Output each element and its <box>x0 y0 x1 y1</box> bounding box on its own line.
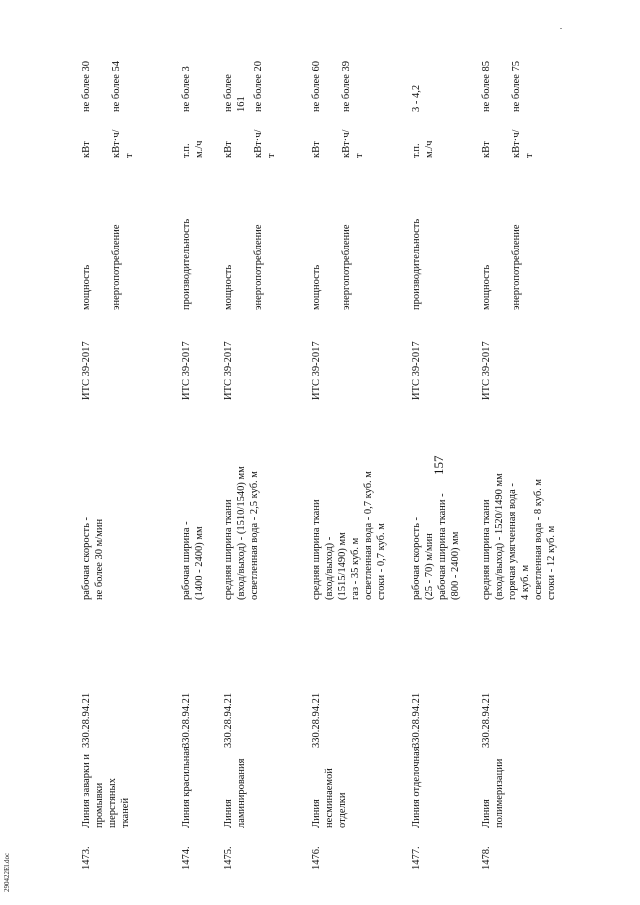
indicator-unit <box>110 108 136 158</box>
characteristics <box>222 400 261 600</box>
indicator-unit-line: кВт <box>481 141 492 158</box>
indicator-value-line: 161 <box>236 96 247 112</box>
characteristics <box>480 400 558 600</box>
indicator-unit <box>310 108 323 158</box>
characteristics-line: рабочая ширина ткани - <box>437 493 448 600</box>
equipment-name-line: полимеризации <box>494 758 505 828</box>
indicator-value <box>340 20 353 112</box>
equipment-name-line: Линия отделочная <box>411 746 422 828</box>
equipment-name-line: Линия заварки и <box>81 754 92 828</box>
indicator-unit-line: кВт <box>311 141 322 158</box>
indicator-value-line: не более 39 <box>341 60 352 112</box>
indicator-unit-line: кВт <box>223 141 234 158</box>
row-number-line: 1473. <box>81 846 92 870</box>
characteristics-line: средняя ширина ткани <box>481 499 492 600</box>
indicator-unit <box>480 108 493 158</box>
its-reference-line: ИТС 39-2017 <box>481 341 492 400</box>
its-reference <box>410 320 423 400</box>
indicator-value-line: не более <box>223 74 234 112</box>
equipment-name <box>410 746 423 828</box>
okpd-code-line: 330.28.94.21 <box>223 692 234 748</box>
okpd-code <box>410 658 423 748</box>
equipment-name <box>80 750 132 828</box>
equipment-name <box>222 750 248 828</box>
equipment-name-line: ламинирования <box>236 758 247 828</box>
its-reference <box>180 320 193 400</box>
row-number-line: 1478. <box>481 846 492 870</box>
okpd-code <box>180 658 193 748</box>
characteristics-line: не более 30 м/мин <box>94 518 105 600</box>
indicator-unit <box>80 108 93 158</box>
indicator-value-line: не более 75 <box>511 60 522 112</box>
okpd-code-line: 330.28.94.21 <box>481 692 492 748</box>
row-number <box>410 830 423 870</box>
indicator-name-line: энергопотребление <box>511 224 522 310</box>
okpd-code-line: 330.28.94.21 <box>411 692 422 748</box>
indicator-value <box>222 20 248 112</box>
okpd-code <box>80 658 93 748</box>
indicator-unit-line: т.п. <box>411 143 422 158</box>
equipment-name-line: отделки <box>337 792 348 828</box>
indicator-unit-line: кВт·ч/ <box>511 129 522 158</box>
page-number: 157 <box>431 455 446 475</box>
indicator-value <box>510 20 523 112</box>
indicator-value-line: не более 60 <box>311 60 322 112</box>
characteristics <box>410 400 462 600</box>
indicator-name-line: энергопотребление <box>341 224 352 310</box>
indicator-value-line: 3 - 4,2 <box>411 84 422 112</box>
indicator-value-line: не более 85 <box>481 60 492 112</box>
indicator-name-line: энергопотребление <box>253 224 264 310</box>
its-reference-line: ИТС 39-2017 <box>411 341 422 400</box>
equipment-name-line: Линия <box>311 799 322 828</box>
equipment-name-line: тканей <box>120 797 131 828</box>
characteristics-line: осветленная вода - 8 куб. м <box>533 478 544 600</box>
okpd-code-line: 330.28.94.21 <box>311 692 322 748</box>
its-reference-line: ИТС 39-2017 <box>181 341 192 400</box>
its-reference-line: ИТС 39-2017 <box>311 341 322 400</box>
indicator-value <box>80 20 93 112</box>
indicator-name-line: производительность <box>181 218 192 310</box>
indicator-unit <box>410 108 436 158</box>
indicator-unit <box>180 108 206 158</box>
characteristics-line: осветленная вода - 2,5 куб. м <box>249 471 260 600</box>
equipment-name-line: шерстяных <box>107 778 118 828</box>
characteristics-line: (800 - 2400) мм <box>450 531 461 600</box>
characteristics-line: 4 куб. м <box>520 564 531 600</box>
row-number <box>222 830 235 870</box>
row-number-line: 1477. <box>411 846 422 870</box>
indicator-value <box>252 20 265 112</box>
indicator-name-line: энергопотребление <box>111 224 122 310</box>
its-reference <box>310 320 323 400</box>
characteristics <box>310 400 388 600</box>
equipment-name-line: Линия красильная <box>181 746 192 828</box>
indicator-name <box>310 180 323 310</box>
indicator-unit-line: т <box>354 153 365 158</box>
footer-note: 290422El.doc <box>3 852 11 892</box>
equipment-name-line: Линия <box>223 799 234 828</box>
characteristics <box>180 400 206 600</box>
equipment-name <box>180 746 193 828</box>
indicator-name <box>410 180 423 310</box>
equipment-name <box>310 750 349 828</box>
indicator-name <box>222 180 235 310</box>
indicator-value <box>180 20 193 112</box>
indicator-unit-line: т <box>124 153 135 158</box>
indicator-unit-line: кВт <box>81 141 92 158</box>
indicator-name-line: производительность <box>411 218 422 310</box>
indicator-unit-line: м./ч <box>194 140 205 158</box>
indicator-name-line: мощность <box>481 264 492 310</box>
row-number-line: 1474. <box>181 846 192 870</box>
characteristics-line: рабочая ширина - <box>181 521 192 600</box>
indicator-value <box>110 20 123 112</box>
its-reference-line: ИТС 39-2017 <box>81 341 92 400</box>
indicator-name <box>80 180 93 310</box>
indicator-unit-line: кВт·ч/ <box>253 129 264 158</box>
characteristics-line: рабочая скорость - <box>81 516 92 600</box>
indicator-name <box>252 180 265 310</box>
okpd-code <box>480 658 493 748</box>
okpd-code-line: 330.28.94.21 <box>181 692 192 748</box>
indicator-value-line: не более 54 <box>111 60 122 112</box>
indicator-value-line: не более 3 <box>181 66 192 112</box>
characteristics-line: горячая умягченная вода - <box>507 483 518 600</box>
characteristics <box>80 400 106 600</box>
row-number <box>80 830 93 870</box>
indicator-unit <box>510 108 536 158</box>
characteristics-line: (вход/выход) - (1510/1540) мм <box>236 466 247 600</box>
row-number-line: 1475. <box>223 846 234 870</box>
indicator-name-line: мощность <box>311 264 322 310</box>
indicator-value-line: не более 20 <box>253 60 264 112</box>
indicator-unit <box>252 108 278 158</box>
indicator-unit-line: т.п. <box>181 143 192 158</box>
indicator-value <box>310 20 323 112</box>
indicator-value <box>410 20 423 112</box>
indicator-name-line: мощность <box>223 264 234 310</box>
indicator-unit-line: кВт·ч/ <box>111 129 122 158</box>
its-reference <box>480 320 493 400</box>
characteristics-line: (вход/выход) - <box>324 536 335 600</box>
row-number <box>480 830 493 870</box>
characteristics-line: (вход/выход) - 1520/1490 мм <box>494 473 505 600</box>
equipment-name <box>480 750 506 828</box>
equipment-name-line: промывки <box>94 782 105 828</box>
characteristics-line: стоки - 0,7 куб. м <box>376 523 387 600</box>
indicator-unit <box>340 108 366 158</box>
indicator-unit-line: т <box>266 153 277 158</box>
indicator-value <box>480 20 493 112</box>
its-reference-line: ИТС 39-2017 <box>223 341 234 400</box>
characteristics-line: (1400 - 2400) мм <box>194 526 205 600</box>
indicator-name <box>340 180 353 310</box>
characteristics-line: (1515/1490) мм <box>337 532 348 600</box>
indicator-unit <box>222 108 235 158</box>
its-reference <box>222 320 235 400</box>
equipment-name-line: Линия <box>481 799 492 828</box>
its-reference <box>80 320 93 400</box>
row-number <box>310 830 323 870</box>
indicator-name <box>180 180 193 310</box>
characteristics-line: средняя ширина ткани <box>311 499 322 600</box>
okpd-code <box>310 658 323 748</box>
indicator-value-line: не более 30 <box>81 60 92 112</box>
characteristics-line: газ - 35 куб. м <box>350 537 361 600</box>
characteristics-line: рабочая скорость - <box>411 516 422 600</box>
indicator-unit-line: т <box>524 153 535 158</box>
characteristics-line: стоки - 12 куб. м <box>546 525 557 600</box>
okpd-code-line: 330.28.94.21 <box>81 692 92 748</box>
characteristics-line: (25 - 70) м/мин <box>424 533 435 600</box>
indicator-unit-line: м./ч <box>424 140 435 158</box>
indicator-name <box>110 180 123 310</box>
characteristics-line: средняя ширина ткани <box>223 499 234 600</box>
characteristics-line: осветленная вода - 0,7 куб. м <box>363 471 374 600</box>
rotated-table <box>40 20 570 870</box>
indicator-name <box>480 180 493 310</box>
okpd-code <box>222 658 235 748</box>
row-number-line: 1476. <box>311 846 322 870</box>
indicator-unit-line: кВт·ч/ <box>341 129 352 158</box>
indicator-name <box>510 180 523 310</box>
equipment-name-line: несминаемой <box>324 768 335 828</box>
indicator-name-line: мощность <box>81 264 92 310</box>
footer <box>3 828 17 898</box>
row-number <box>180 830 193 870</box>
